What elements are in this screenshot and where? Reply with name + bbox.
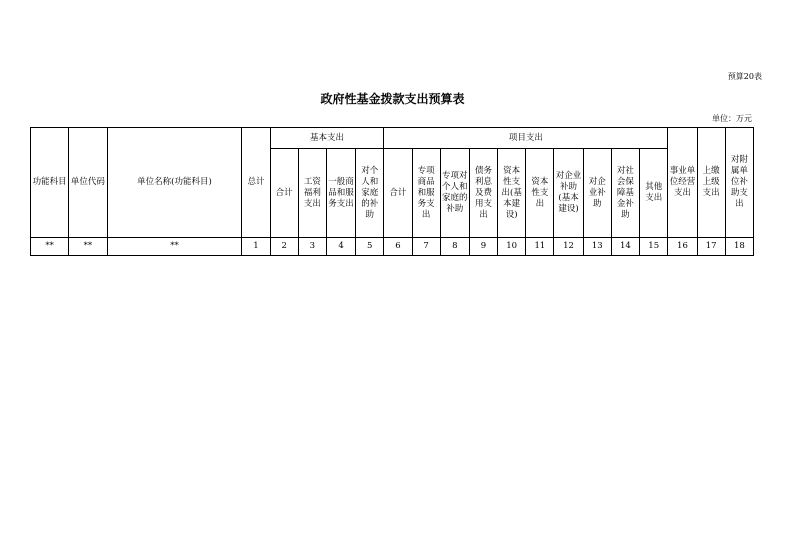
cell-col-1: 1 xyxy=(242,238,270,256)
budget-table xyxy=(30,127,754,256)
page-title: 政府性基金拨款支出预算表 xyxy=(320,92,465,106)
cell-col-15: 15 xyxy=(640,238,668,256)
cell-col-6: 6 xyxy=(384,238,412,256)
header-project-expense: 项目支出 xyxy=(384,128,668,149)
header-remit-superior: 上缴上级支出 xyxy=(697,128,725,238)
header-row-1 xyxy=(31,128,754,149)
header-total: 总计 xyxy=(242,128,270,238)
cell-col-5: 5 xyxy=(356,238,384,256)
cell-func-subject: ** xyxy=(31,238,69,256)
header-other-expense: 其他支出 xyxy=(640,149,668,238)
header-unit-name: 单位名称(功能科目) xyxy=(107,128,242,238)
cell-col-3: 3 xyxy=(298,238,326,256)
header-func-subject: 功能科目 xyxy=(31,128,69,238)
cell-col-13: 13 xyxy=(583,238,611,256)
cell-col-2: 2 xyxy=(270,238,298,256)
cell-col-16: 16 xyxy=(668,238,697,256)
header-goods-services: 一般商品和服务支出 xyxy=(326,149,355,238)
header-individual-subsidy: 对个人和家庭的补助 xyxy=(356,149,384,238)
header-basic-expense: 基本支出 xyxy=(270,128,384,149)
form-number: 预算20表 xyxy=(727,72,762,81)
cell-col-8: 8 xyxy=(440,238,469,256)
header-capital-expense: 资本性支出 xyxy=(526,149,554,238)
cell-unit-code: ** xyxy=(69,238,107,256)
header-institution-operating: 事业单位经营支出 xyxy=(668,128,697,238)
header-enterprise-subsidy: 对企业补助 xyxy=(583,149,611,238)
cell-col-4: 4 xyxy=(326,238,355,256)
cell-col-7: 7 xyxy=(412,238,440,256)
header-unit-code: 单位代码 xyxy=(69,128,107,238)
cell-col-14: 14 xyxy=(611,238,639,256)
cell-col-11: 11 xyxy=(526,238,554,256)
header-debt-interest: 债务利息及费用支出 xyxy=(469,149,497,238)
table-row xyxy=(31,238,754,256)
header-special-goods-services: 专项商品和服务支出 xyxy=(412,149,440,238)
header-capital-infrastructure: 资本性支出(基本建设) xyxy=(498,149,526,238)
header-project-subtotal: 合计 xyxy=(384,149,412,238)
cell-col-10: 10 xyxy=(498,238,526,256)
unit-label: 单位：万元 xyxy=(712,114,752,123)
header-subsidiary-subsidy: 对附属单位补助支出 xyxy=(725,128,753,238)
header-basic-subtotal: 合计 xyxy=(270,149,298,238)
header-social-security-fund: 对社会保障基金补助 xyxy=(611,149,639,238)
header-special-individual-subsidy: 专项对个人和家庭的补助 xyxy=(440,149,469,238)
cell-col-9: 9 xyxy=(469,238,497,256)
cell-col-18: 18 xyxy=(725,238,753,256)
cell-unit-name: ** xyxy=(107,238,242,256)
header-wages-welfare: 工资福利支出 xyxy=(298,149,326,238)
cell-col-17: 17 xyxy=(697,238,725,256)
cell-col-12: 12 xyxy=(554,238,583,256)
header-enterprise-subsidy-infrastructure: 对企业补助(基本建设) xyxy=(554,149,583,238)
